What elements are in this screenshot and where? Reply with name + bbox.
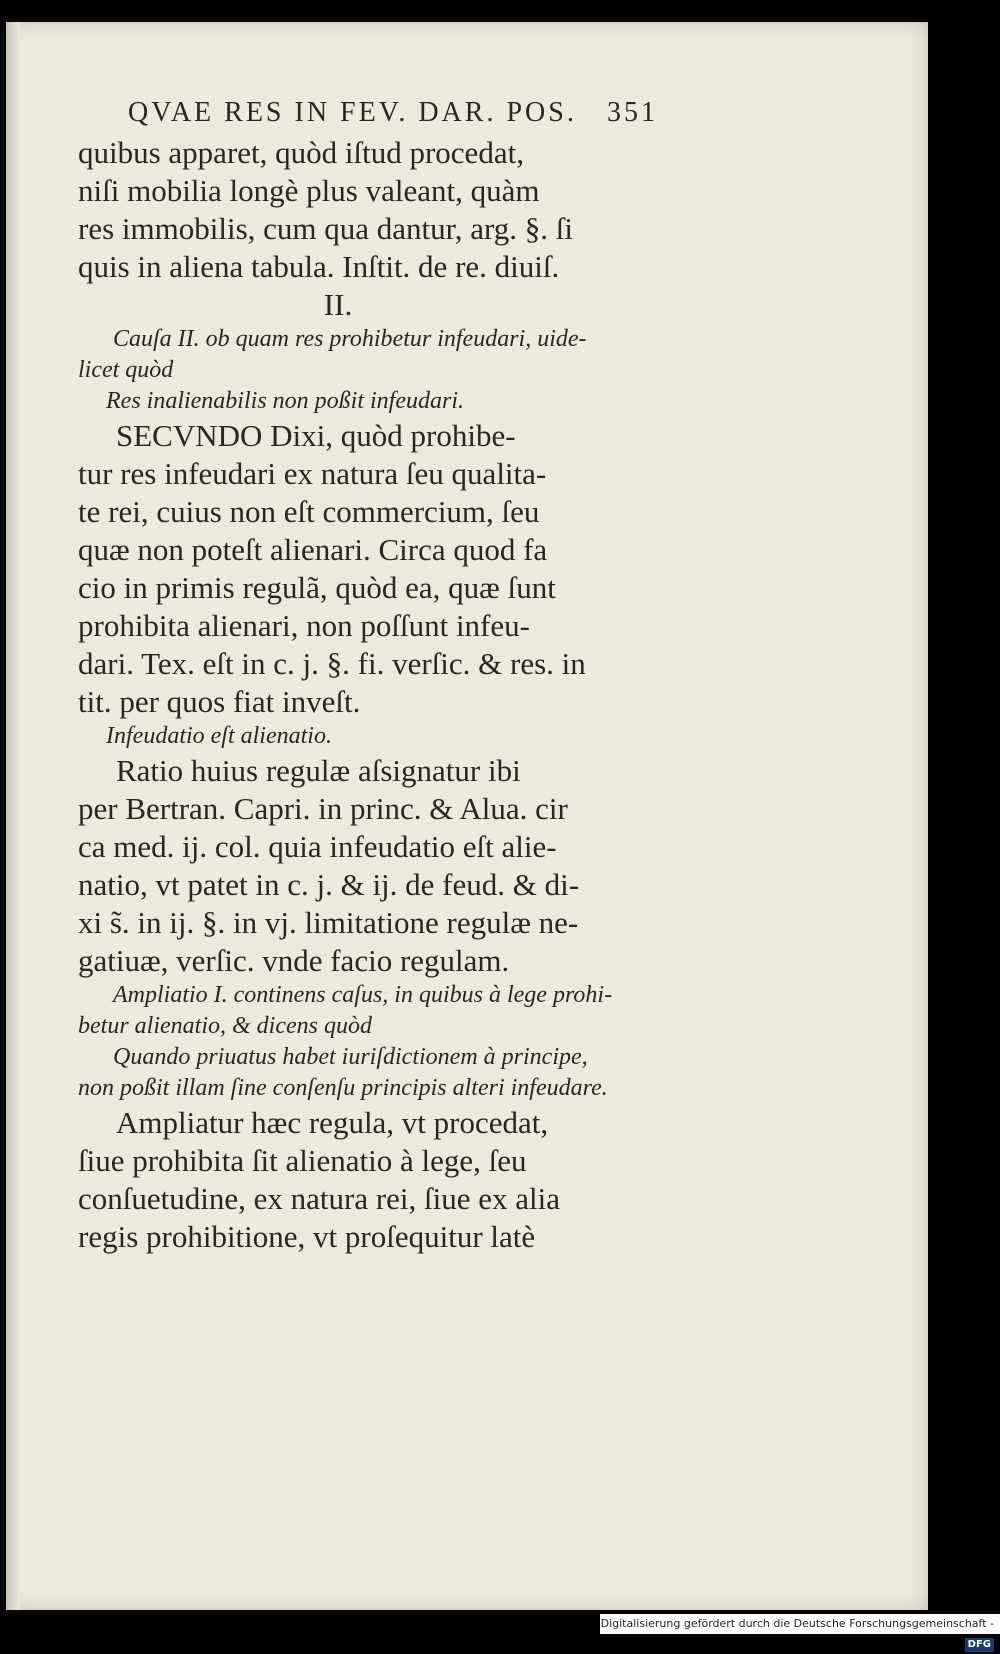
text-line: Ampliatio I. continens caſus, in quibus à lege prohi- — [113, 982, 613, 1008]
text-line: SECVNDO Dixi, quòd prohibe- — [116, 418, 516, 453]
footer-credit: Digitalisierung gefördert durch die Deutsche Forschungsgemeinschaft - — [600, 1617, 994, 1630]
text-line: Cauſa II. ob quam res prohibetur infeudari, uide- — [113, 326, 587, 352]
text-line: res immobilis, cum qua dantur, arg. §. ſi — [78, 211, 573, 246]
text-line: Quando priuatus habet iuriſdictionem à principe, — [113, 1044, 588, 1070]
text-line: xi s̃. in ij. §. in vj. limitatione regulæ ne- — [78, 905, 579, 940]
text-line: gatiuæ, verſic. vnde facio regulam. — [78, 943, 510, 978]
text-line: Res inalienabilis non poßit infeudari. — [106, 388, 464, 414]
text-line: quæ non poteſt alienari. Circa quod fa — [78, 532, 548, 567]
text-line: prohibita alienari, non poſſunt infeu- — [78, 608, 530, 643]
text-line: Ampliatur hæc regula, vt procedat, — [116, 1105, 549, 1140]
text-line: II. — [323, 287, 353, 322]
page-binding-edge — [6, 22, 20, 1610]
text-line: Ratio huius regulæ aſsignatur ibi — [116, 753, 521, 788]
text-line: quis in aliena tabula. Inſtit. de re. diuiſ. — [78, 249, 560, 284]
text-block — [78, 92, 658, 1256]
page-number: 351 — [607, 97, 658, 128]
header-title: QVAE RES IN FEV. DAR. POS. — [128, 97, 577, 128]
text-line: tit. per quos fiat inveſt. — [78, 684, 361, 719]
text-line: natio, vt patet in c. j. & ij. de feud. & di- — [78, 867, 580, 902]
book-page — [6, 22, 928, 1610]
text-line: niſi mobilia longè plus valeant, quàm — [78, 173, 540, 208]
text-line: ca med. ij. col. quia infeudatio eſt alie- — [78, 829, 557, 864]
text-line: per Bertran. Capri. in princ. & Alua. cir — [78, 791, 568, 826]
body-lines — [78, 134, 658, 1256]
text-line: Infeudatio eſt alienatio. — [106, 723, 332, 749]
text-line: non poßit illam ſine conſenſu principis alteri infeudare. — [78, 1075, 608, 1101]
text-line: cio in primis regulã, quòd ea, quæ ſunt — [78, 570, 556, 605]
text-line: conſuetudine, ex natura rei, ſiue ex alia — [78, 1181, 561, 1216]
text-line: ſiue prohibita ſit alienatio à lege, ſeu — [78, 1143, 527, 1178]
digitization-footer — [600, 1614, 1000, 1650]
text-line: betur alienatio, & dicens quòd — [78, 1013, 372, 1039]
text-line: dari. Tex. eſt in c. j. §. fi. verſic. & res. in — [78, 646, 586, 681]
text-line: regis prohibitione, vt proſequitur latè — [78, 1219, 536, 1254]
text-line: te rei, cuius non eſt commercium, ſeu — [78, 494, 540, 529]
running-header — [78, 92, 658, 134]
dfg-logo: DFG — [965, 1638, 994, 1652]
text-line: licet quòd — [78, 357, 174, 383]
text-line: tur res infeudari ex natura ſeu qualita- — [78, 456, 547, 491]
text-line: quibus apparet, quòd iſtud procedat, — [78, 135, 524, 170]
